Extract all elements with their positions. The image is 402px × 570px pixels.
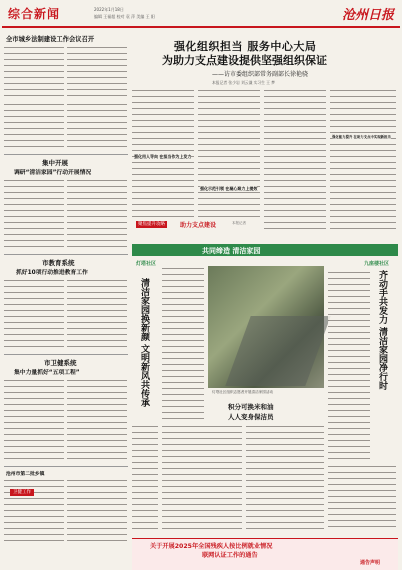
article-text-1d (67, 102, 127, 150)
lead-subhead-1: 强化用人导向 在担当作为上发力 (134, 154, 192, 159)
lead-text-col3 (264, 88, 326, 230)
article-text-3a (4, 278, 64, 350)
lead-byline: 本报记者 张少岩 刘云谦 实习生 王 梦 (212, 80, 275, 85)
article-text-4b (67, 378, 127, 462)
masthead (2, 0, 400, 28)
section-badge: 卫健工作 (10, 489, 34, 496)
center-title-1: 积分可换米和油 (228, 403, 274, 411)
lead-subtitle: ——访市委组织部常务副部长徐艳骁 (212, 71, 309, 78)
headline-2-line1: 集中开展 (42, 159, 68, 167)
headline-1: 全市城乡法制建设工作会议召开 (6, 36, 95, 43)
notice-title-line2: 联网认证工作的通告 (202, 552, 258, 559)
lead-subhead-3: 强化能力提升 在助力支点中实现新担当 (332, 135, 391, 139)
center-text-b (246, 424, 324, 532)
road-shape (225, 316, 330, 386)
article-text-1b (67, 45, 127, 99)
paper-name-logo: 沧州日报 (342, 8, 395, 23)
right-tag: 九座楼社区 (364, 261, 390, 267)
left-column (4, 30, 128, 548)
divider (4, 154, 128, 155)
lead-title-line1: 强化组织担当 服务中心大局 (174, 40, 317, 53)
divider (4, 254, 128, 255)
left-tag: 灯塔社区 (136, 261, 157, 267)
photo-caption: 灯塔社区组织志愿者开展清洁家园活动 (212, 390, 274, 394)
promo-sub: 本报记者 (232, 221, 246, 225)
headline-2-line2: 调研“清洁家园”行动开展情况 (14, 170, 92, 176)
lead-text-col4 (330, 88, 396, 230)
article-text-3b (67, 278, 127, 350)
article-text-5b (67, 478, 127, 544)
headline-4-line2: 集中力量抓好“五项工程” (14, 370, 80, 376)
article-text-4a (4, 378, 64, 462)
bottom-left-headline: 沧州市第二批乡镇 (6, 472, 45, 477)
article-text-2a (4, 178, 64, 250)
notice-side-label: 通告声明 (360, 560, 381, 566)
promo-strip (132, 218, 260, 232)
date-line: 2022年1月18日 (94, 7, 124, 12)
center-title-2: 人人变身保洁员 (228, 413, 274, 421)
lead-title-line2: 为助力支点建设提供坚强组织保证 (162, 54, 327, 67)
divider (4, 466, 128, 467)
editor-line: 编辑 王福超 校对 袁 萍 美编 王 阳 (94, 14, 155, 19)
right-sidebar-text (328, 270, 370, 460)
feature-header: 共同缔造 清洁家园 (202, 247, 261, 255)
article-text-1a (4, 45, 64, 99)
headline-3-line2: 抓好10项行动推进教育工作 (16, 270, 88, 276)
lead-subhead-2: 强化示范引领 在凝心聚力上提效 (200, 186, 258, 191)
right-vertical-headline: 齐动手共发力 清洁家园净行时 (377, 270, 387, 391)
article-text-5a (4, 478, 64, 544)
notice-title-line1: 关于开展2025年全国残疾人按比例就业情况 (150, 543, 273, 550)
divider (4, 354, 128, 355)
promo-red-label: 聚焦提升攻略 (138, 222, 165, 227)
feature-photo (208, 266, 324, 388)
feature-header-bar (132, 244, 398, 256)
headline-4-line1: 市卫健系统 (44, 359, 77, 367)
lead-text-col2 (198, 88, 260, 230)
left-vertical-headline: 清洁家园换新颜 文明新风共传承 (139, 278, 149, 408)
left-lower-text (132, 424, 158, 532)
masthead-rule (2, 26, 400, 28)
article-text-1c (4, 102, 64, 150)
center-text-a (162, 424, 242, 532)
notice-block (132, 538, 398, 570)
promo-text: 助力支点建设 (180, 222, 217, 229)
headline-3-line1: 市教育系统 (42, 259, 75, 267)
lead-story (132, 30, 398, 240)
right-lower-text (328, 464, 396, 532)
left-sidebar-text (162, 266, 204, 422)
article-text-2b (67, 178, 127, 250)
section-title: 综合新闻 (8, 7, 61, 21)
feature-spread (132, 244, 398, 536)
